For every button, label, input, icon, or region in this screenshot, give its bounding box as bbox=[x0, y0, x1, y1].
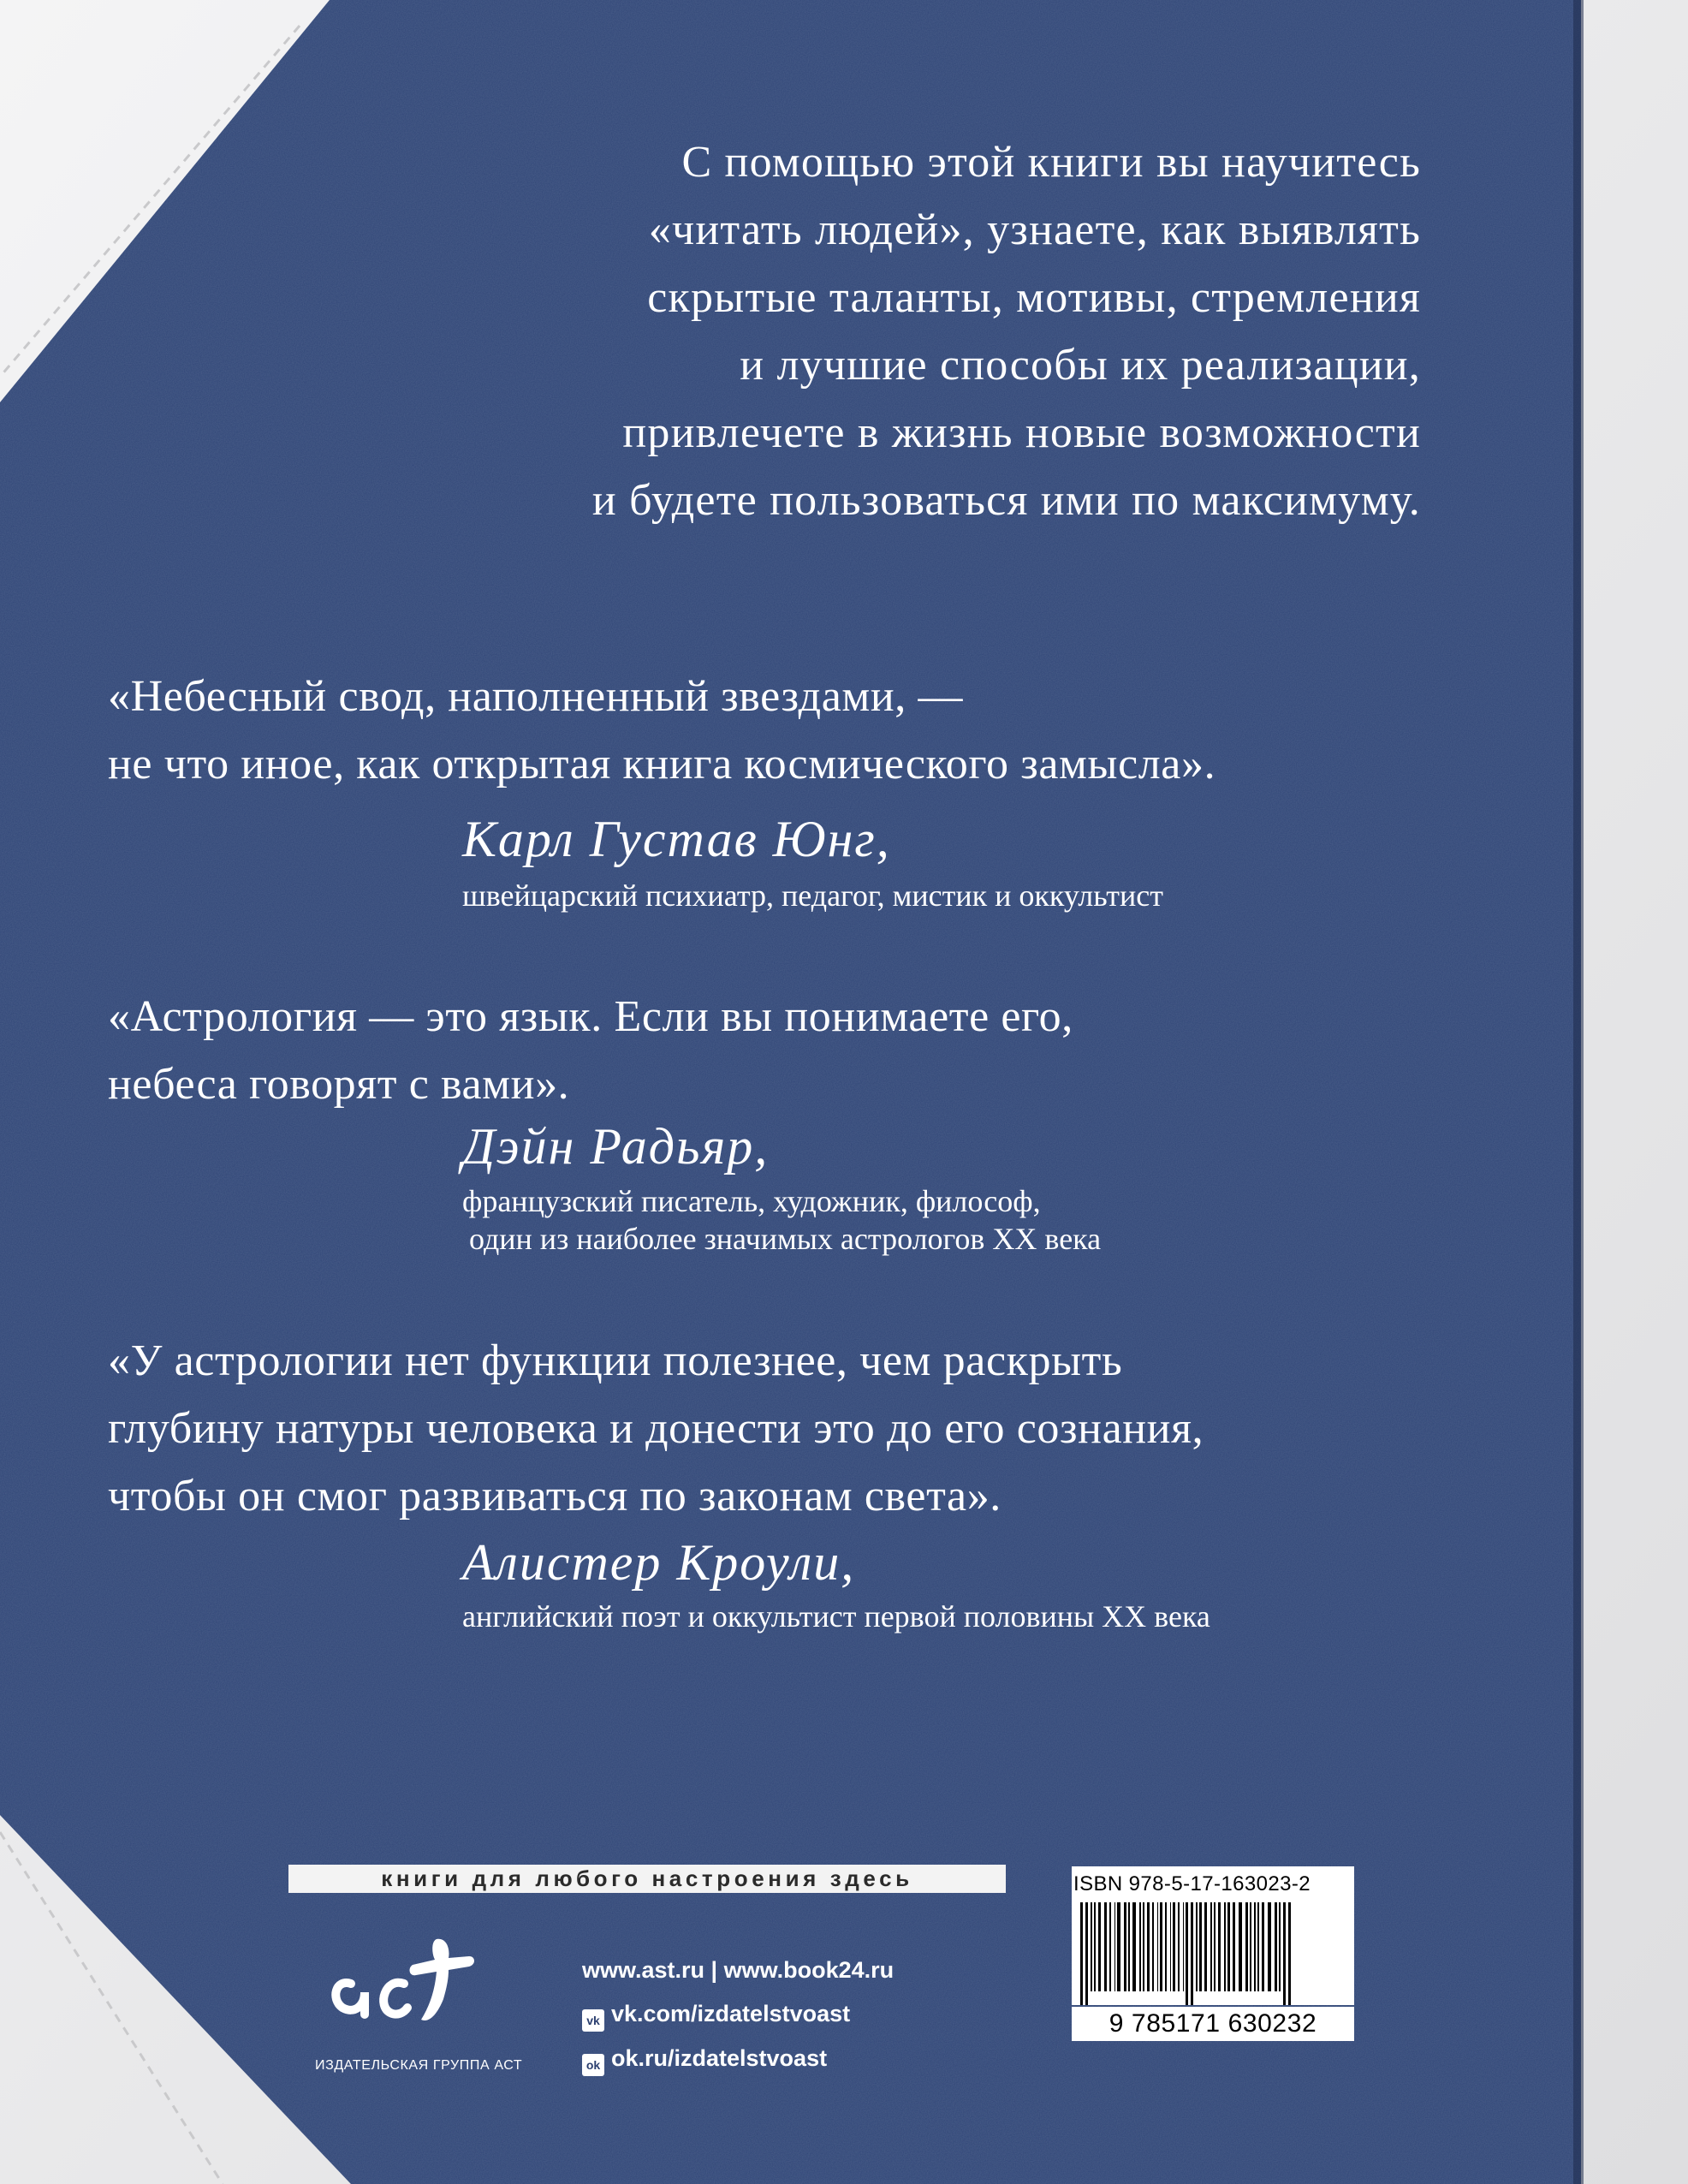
quote-line: «Астрология — это язык. Если вы понимаете его, bbox=[108, 992, 1073, 1041]
barcode-bar bbox=[1288, 1902, 1291, 2005]
website-links[interactable]: www.ast.ru | www.book24.ru bbox=[582, 1957, 895, 1983]
barcode-bar bbox=[1157, 1902, 1158, 1991]
author-role-line: французский писатель, художник, философ, bbox=[462, 1184, 1041, 1218]
barcode-bar bbox=[1250, 1902, 1251, 1991]
barcode-bar bbox=[1196, 1902, 1198, 1991]
barcode-bar bbox=[1085, 1902, 1088, 2005]
ok-icon: ok bbox=[582, 2054, 604, 2076]
barcode-bar bbox=[1147, 1902, 1150, 1991]
quote-line: небеса говорят с вами». bbox=[108, 1060, 570, 1109]
barcode-bar bbox=[1214, 1902, 1215, 1991]
isbn-label: ISBN 978-5-17-163023-2 bbox=[1073, 1872, 1311, 1895]
barcode-bar bbox=[1183, 1902, 1184, 1991]
barcode-bar bbox=[1218, 1902, 1221, 1991]
quote-author: Дэйн Радьяр, bbox=[462, 1118, 770, 1175]
barcode-bar bbox=[1143, 1902, 1144, 1991]
vk-link[interactable] bbox=[582, 2001, 850, 2032]
ok-link[interactable] bbox=[582, 2045, 827, 2076]
vk-icon: vk bbox=[582, 2009, 604, 2032]
barcode-digits: 9 785171 630232 bbox=[1072, 2007, 1354, 2041]
barcode-bar bbox=[1233, 1902, 1235, 1991]
barcode-bar bbox=[1178, 1902, 1180, 1991]
barcode-bar bbox=[1124, 1902, 1126, 1991]
barcode-bar bbox=[1279, 1902, 1281, 1991]
barcode-bar bbox=[1128, 1902, 1130, 1991]
panel-edge-shadow bbox=[1573, 0, 1584, 2184]
intro-line: привлечете в жизнь новые возможности bbox=[622, 408, 1421, 457]
barcode-bar bbox=[1275, 1902, 1277, 1991]
barcode-bar bbox=[1283, 1902, 1286, 2005]
barcode-bar bbox=[1165, 1902, 1167, 1991]
barcode-bar bbox=[1173, 1902, 1175, 1991]
vk-link-text: vk.com/izdatelstvoast bbox=[611, 2001, 851, 2026]
tagline-banner: книги для любого настроения здесь bbox=[288, 1865, 1006, 1893]
quote-line: глубину натуры человека и донести это до его сознания, bbox=[108, 1404, 1204, 1453]
barcode-bar bbox=[1191, 1902, 1193, 2005]
barcode-bar bbox=[1210, 1902, 1212, 1991]
quote-line: чтобы он смог развиваться по законам света». bbox=[108, 1472, 1002, 1520]
barcode-bar bbox=[1245, 1902, 1248, 1991]
intro-line: С помощью этой книги вы научитесь bbox=[681, 138, 1421, 187]
barcode-bar bbox=[1199, 1902, 1202, 1991]
barcode-bar bbox=[1224, 1902, 1226, 1991]
barcode-bar bbox=[1080, 1902, 1083, 2005]
barcode-bar bbox=[1227, 1902, 1230, 1991]
barcode-bar bbox=[1268, 1902, 1271, 1991]
author-role-line: швейцарский психиатр, педагог, мистик и оккультист bbox=[462, 878, 1164, 913]
author-role-line: один из наиболее значимых астрологов XX века bbox=[469, 1222, 1102, 1256]
ok-link-text: ok.ru/izdatelstvoast bbox=[611, 2045, 828, 2071]
author-role-line: английский поэт и оккультист первой половины XX века bbox=[462, 1599, 1210, 1634]
author-role bbox=[462, 1182, 1101, 1258]
author-role bbox=[462, 877, 1163, 914]
barcode-bar bbox=[1094, 1902, 1096, 1991]
barcode-bar bbox=[1239, 1902, 1242, 1991]
quote-line: «Небесный свод, наполненный звездами, — bbox=[108, 672, 964, 721]
barcode-bar bbox=[1262, 1902, 1264, 1991]
barcode-bar bbox=[1132, 1902, 1136, 1991]
barcode-bar bbox=[1170, 1902, 1171, 1991]
intro-paragraph bbox=[0, 128, 1421, 534]
quote-line: «У астрологии нет функции полезнее, чем раскрыть bbox=[108, 1336, 1123, 1385]
ast-logo-icon bbox=[325, 1931, 488, 2025]
quote-author: Алистер Кроули, bbox=[462, 1534, 856, 1591]
intro-line: и лучшие способы их реализации, bbox=[740, 341, 1421, 390]
quote-line: не что иное, как открытая книга космического замысла». bbox=[108, 740, 1216, 789]
quote-rudhyar bbox=[108, 983, 1073, 1118]
barcode-bar bbox=[1117, 1902, 1120, 1991]
barcode-bars bbox=[1080, 1902, 1349, 2005]
quote-jung bbox=[108, 663, 1215, 798]
barcode-bar bbox=[1204, 1902, 1207, 1991]
barcode-bar bbox=[1186, 1902, 1188, 2005]
intro-line: «читать людей», узнаете, как выявлять bbox=[648, 205, 1421, 254]
barcode-bar bbox=[1091, 1902, 1092, 1991]
quote-author: Карл Густав Юнг, bbox=[462, 811, 891, 867]
barcode-bar bbox=[1109, 1902, 1111, 1991]
barcode-bar bbox=[1257, 1902, 1259, 1991]
author-role bbox=[462, 1598, 1210, 1635]
intro-line: и будете пользоваться ими по максимуму. bbox=[591, 476, 1421, 525]
barcode-bar bbox=[1152, 1902, 1154, 1991]
barcode-bar bbox=[1098, 1902, 1101, 1991]
publisher-caption: ИЗДАТЕЛЬСКАЯ ГРУППА АСТ bbox=[315, 2058, 523, 2073]
quote-crowley bbox=[108, 1327, 1204, 1530]
barcode-bar bbox=[1160, 1902, 1162, 1991]
intro-line: скрытые таланты, мотивы, стремления bbox=[647, 273, 1421, 322]
barcode-bar bbox=[1114, 1902, 1115, 1991]
barcode-bar bbox=[1139, 1902, 1141, 1991]
barcode-bar bbox=[1254, 1902, 1256, 1991]
barcode-bar bbox=[1104, 1902, 1107, 1991]
